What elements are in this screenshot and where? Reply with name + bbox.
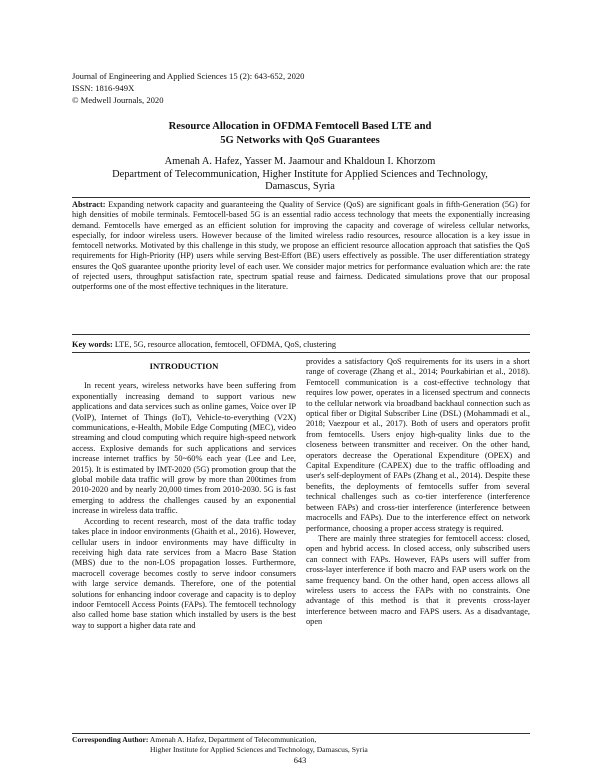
keywords-label: Key words: <box>72 340 113 349</box>
abstract-text: Expanding network capacity and guaranteeing the Quality of Service (QoS) are significant goals in fifth-Generation (5G) for high densities of mobile terminals. Femtocell-based 5G is an essential radio access technology that meets the exponentially increasing demand. Femtocells have emerged as an efficient solution for improving the capacity and coverage of wireless cellular networks, especially, for indoor wireless users. However because of the limited wireless radio resources, resource allocation is a key issue in femtocell networks. Motivated by this challenge in this study, we propose an efficient resource allocation approach that satisfies the QoS requirements for High-Priority (HP) users while serving Best-Effort (BE) users effectively as possible. The user differentiation strategy ensures the QoS guarantee uponthe priority level of each user. We consider major metrics for performance evaluation which are: the rate of rejected users, throughput satisfaction rate, spectrum spatial reuse and fairness. Dedicated simulations prove that our proposal outperforms one of the most effective techniques in the literature. <box>72 200 530 291</box>
footer-rule <box>72 733 530 734</box>
abstract-top-rule <box>72 197 530 198</box>
left-column <box>72 357 296 631</box>
paragraph: provides a satisfactory QoS requirements for its users in a short range of coverage (Zhang et al., 2014; Pourkabirian et al., 2018). Femtocell communication is a cost-effective technology that requires low power, operates in a licensed spectrum and connects to the cellular network via broadband backhaul connection such as optical fiber or Digital Subscriber Line (DSL) (Mohammadi et al., 2018; Vaezpour et al., 2017). Both of users and operators profit from femtocells. Users enjoy high-quality links due to the closeness between transmitter and receiver. On the other hand, operators decrease the Operational Expenditure (OPEX) and Capital Expenditure (CAPEX) due to the traffic offloading and user's self-deployment of FAPs (Zhang et al., 2014). Despite these benefits, the deployments of femtocells suffer from several technical challenges such as co-tier interference (interference between FAPs) and cross-tier interference (interference between macrocells and FAPs). Due to the interference effect on network performance, choosing a proper access strategy is required. <box>306 357 530 533</box>
keywords <box>72 340 530 350</box>
abstract <box>72 200 530 292</box>
paper-title <box>0 120 600 147</box>
paragraph: There are mainly three strategies for femtocell access: closed, open and hybrid access. In closed access, only subscribed users can connect with FAPs. However, FAPs users will suffer from cross-layer interference if both macro and FAP users work on the same frequency band. On the other hand, open access allows all wireless users to access the FAPs with no constraints. One advantage of this method is that it prevents cross-layer interference between macro and FAPS users. As a disadvantage, open <box>306 533 530 627</box>
section-heading-introduction: INTRODUCTION <box>149 361 219 371</box>
right-column <box>306 357 530 628</box>
corresponding-author <box>72 735 530 755</box>
page-number: 643 <box>293 756 307 765</box>
keywords-text: LTE, 5G, resource allocation, femtocell, OFDMA, QoS, clustering <box>112 340 336 349</box>
keywords-bottom-rule <box>72 352 530 353</box>
paragraph: According to recent research, most of the data traffic today takes place in indoor environments (Ghaith et al., 2016). However, cellular users in indoor environments may have difficulty in receiving high data rate services from a Macro Base Station (MBS) due to the non-LOS propagation losses. Furthermore, macrocell coverage becomes costly to serve indoor consumers with large service demands. Therefore, one of the potential solutions for enhancing indoor coverage and capacity is to deploy indoor Femtocell Access Points (FAPs). The femtocell technology also called home base station which installed by users is the best way to support a higher data rate and <box>72 516 296 630</box>
journal-header <box>72 71 304 106</box>
corresponding-author-label: Corresponding Author: <box>72 735 149 744</box>
copyright: © Medwell Journals, 2020 <box>72 94 164 105</box>
corresponding-author-line-2: Higher Institute for Applied Sciences and Technology, Damascus, Syria <box>150 745 368 754</box>
author-names: Amenah A. Hafez, Yasser M. Jaamour and Khaldoun I. Khorzom <box>164 156 436 167</box>
abstract-label: Abstract: <box>72 200 106 209</box>
title-line-1: Resource Allocation in OFDMA Femtocell Based LTE and <box>168 121 432 132</box>
corresponding-author-line-1: Amenah A. Hafez, Department of Telecommunication, <box>148 735 317 744</box>
abstract-bottom-rule <box>72 334 530 335</box>
paragraph: In recent years, wireless networks have been suffering from exponentially increasing demand to support various new applications and data services such as online games, Voice over IP (VoIP), Internet of Things (IoT), Vehicle-to-everything (V2X) communications, e-Health, Mobile Edge Computing (MEC), video streaming and cloud computing which require high-speed network access. Explosive demands for such applications and services increase internet traffics by 50~60% each year (Lee and Lee, 2015). It is estimated by IMT-2020 (5G) promotion group that the global mobile data traffic will grow by more than 200times from 2010-2020 and by nearly 20,000 times from 2010-2030. 5G is fast emerging to address the challenges caused by an exponential increase in wireless data traffic. <box>72 381 296 516</box>
title-line-2: 5G Networks with QoS Guarantees <box>220 134 380 146</box>
author-block <box>0 156 600 194</box>
affiliation-line-2: Damascus, Syria <box>265 181 335 193</box>
journal-citation: Journal of Engineering and Applied Sciences 15 (2): 643-652, 2020 <box>72 71 305 81</box>
affiliation-line-1: Department of Telecommunication, Higher Institute for Applied Sciences and Technology, <box>112 168 488 180</box>
issn: ISSN: 1816-949X <box>72 82 135 93</box>
